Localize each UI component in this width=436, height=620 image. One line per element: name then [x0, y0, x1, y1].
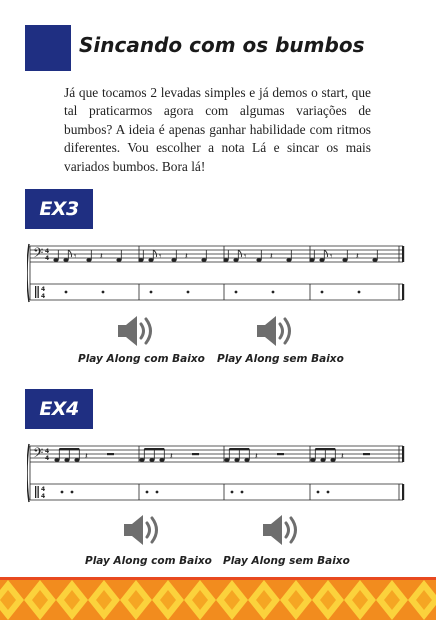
title-square [25, 25, 71, 71]
speaker-icon[interactable] [116, 313, 158, 349]
svg-text:4: 4 [45, 248, 50, 255]
page-title: Sincando com os bumbos [79, 33, 365, 57]
svg-text:4: 4 [45, 455, 50, 462]
svg-text:4: 4 [41, 293, 46, 300]
intro-paragraph: Já que tocamos 2 levadas simples e já demos o start, que tal praticarmos agora com algumas variações de bumbos? A ideia é apenas ganhar habilidade com ritmos diferentes. Vou escolher a nota Lá e sincar os mais variados bumbos. Bora lá! [64, 85, 371, 174]
play-along-without-bass[interactable]: Play Along sem Baixo [217, 353, 344, 365]
play-along-with-bass[interactable]: Play Along com Baixo [85, 555, 212, 567]
svg-text:𝄽: 𝄽 [85, 452, 88, 462]
svg-text:𝄽: 𝄽 [100, 252, 103, 262]
ex4-score [27, 442, 409, 506]
ex4-label: EX4 [25, 389, 93, 429]
play-along-without-bass[interactable]: Play Along sem Baixo [223, 555, 350, 567]
svg-text:4: 4 [45, 255, 50, 262]
svg-text:4: 4 [41, 486, 46, 493]
play-along-with-bass[interactable]: Play Along com Baixo [78, 353, 205, 365]
svg-text:4: 4 [45, 448, 50, 455]
svg-text:4: 4 [41, 493, 46, 500]
speaker-icon[interactable] [261, 512, 303, 548]
ex3-label: EX3 [25, 189, 93, 229]
speaker-icon[interactable] [255, 313, 297, 349]
decorative-border [0, 577, 436, 620]
svg-text:𝄾: 𝄾 [74, 252, 77, 262]
speaker-icon[interactable] [122, 512, 164, 548]
svg-text:𝄢: 𝄢 [33, 445, 44, 464]
svg-text:𝄢: 𝄢 [33, 245, 44, 264]
ex3-score [27, 242, 409, 306]
svg-text:4: 4 [41, 286, 46, 293]
